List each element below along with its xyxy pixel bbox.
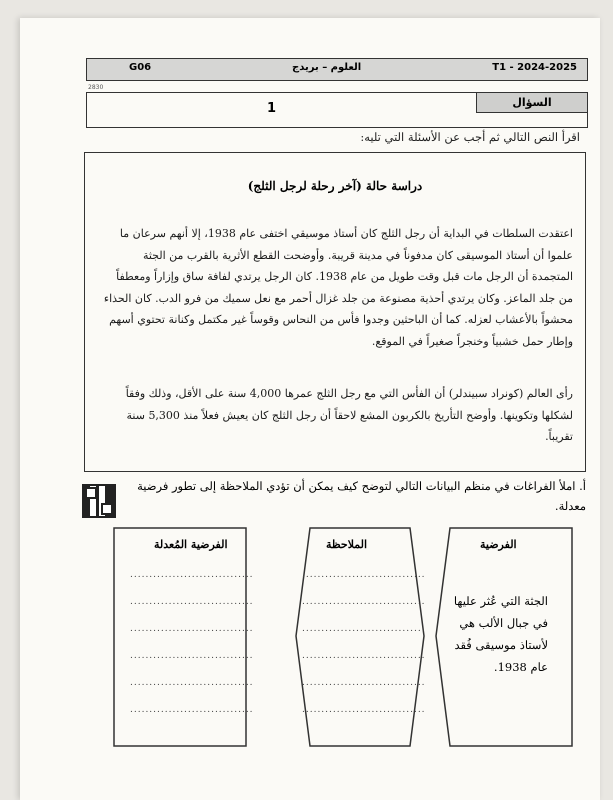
observation-blank-line[interactable]: ................................: [302, 570, 426, 580]
case-study-title: دراسة حالة (آخر رحلة لرجل الثلج): [247, 179, 423, 193]
observation-blank-line[interactable]: ................................: [302, 705, 426, 715]
revised-hypothesis-title: الفرضية المُعدلة: [154, 538, 228, 551]
hypothesis-text: الجثة التي عُثر عليها في جبال الألب هي لأستاذ موسيقى فُقد عام 1938.: [453, 594, 548, 674]
observation-blank-line[interactable]: ................................: [302, 651, 426, 661]
grade-code: G06: [129, 62, 152, 73]
header-bar: [86, 58, 588, 81]
case-paragraph-2: رأى العالم (كونراد سبيندلر) أن الفأس التي مع رجل الثلج عمرها 4,000 سنة على الأقل، وذلك وفقاً لشكلها وتكوينها. وأوضح التأريخ بالكربون المشع لاحقاً أن رجل الثلج كان يعيش فعلاً منذ 5,300 سنة تقريباً.: [125, 387, 573, 443]
question-number: 1: [267, 101, 277, 116]
revised-blank-line[interactable]: ................................: [130, 678, 254, 688]
revised-blank-line[interactable]: ................................: [130, 624, 254, 634]
question-label: السؤال: [476, 93, 587, 113]
hypothesis-title: الفرضية: [480, 538, 517, 551]
case-paragraph-1: اعتقدت السلطات في البداية أن رجل الثلج كان أستاذ موسيقي اختفى عام 1938، إلا أنهم سرعان ما علموا أن أستاذ الموسيقى كان مدفوناً في مدينة قريبة. وأوضحت القطع الأثرية بالقرب من الجثة المتجمدة أن الرجل مات قبل وقت طويل من عام 1938. كان الرجل يرتدي لفافة ساق وإزاراً ومعطفاً من جلد الماعز. وكان يرتدي أحذية مصنوعة من جلد غزال أحمر مع نعل سميك من فرو الدب. كان الحذاء محشواً بالأعشاب لعزله. كما أن الباحثين وجدوا فأس من النحاس وقوساً غير مكتمل وكنانة تحتوي أسهم وإطار حمل خشبياً وخنجراً صغيراً في الموقع.: [103, 227, 573, 348]
worksheet-page: [20, 18, 600, 800]
page-code: 2830: [88, 84, 104, 91]
term-label: T1 - 2024-2025: [492, 62, 577, 73]
part-a-question: أ. املأ الفراغات في منظم البيانات التالي لتوضح كيف يمكن أن تؤدي الملاحظة إلى تطور فرضية معدلة.: [137, 479, 586, 513]
observation-blank-line[interactable]: ................................: [302, 597, 426, 607]
revised-blank-line[interactable]: ................................: [130, 705, 254, 715]
instruction-text: اقرأ النص التالي ثم أجب عن الأسئلة التي تليه:: [360, 130, 580, 144]
observation-blank-line[interactable]: ................................: [302, 678, 426, 688]
case-study-box: [84, 152, 586, 472]
subject-title: العلوم – بريدج: [292, 62, 362, 73]
revised-blank-line[interactable]: ................................: [130, 597, 254, 607]
revised-blank-line[interactable]: ................................: [130, 570, 254, 580]
revised-blank-line[interactable]: ................................: [130, 651, 254, 661]
observation-title: الملاحظة: [326, 538, 368, 551]
observation-blank-line[interactable]: ................................: [302, 624, 426, 634]
question-row: [86, 92, 588, 128]
qr-code: [82, 484, 116, 518]
